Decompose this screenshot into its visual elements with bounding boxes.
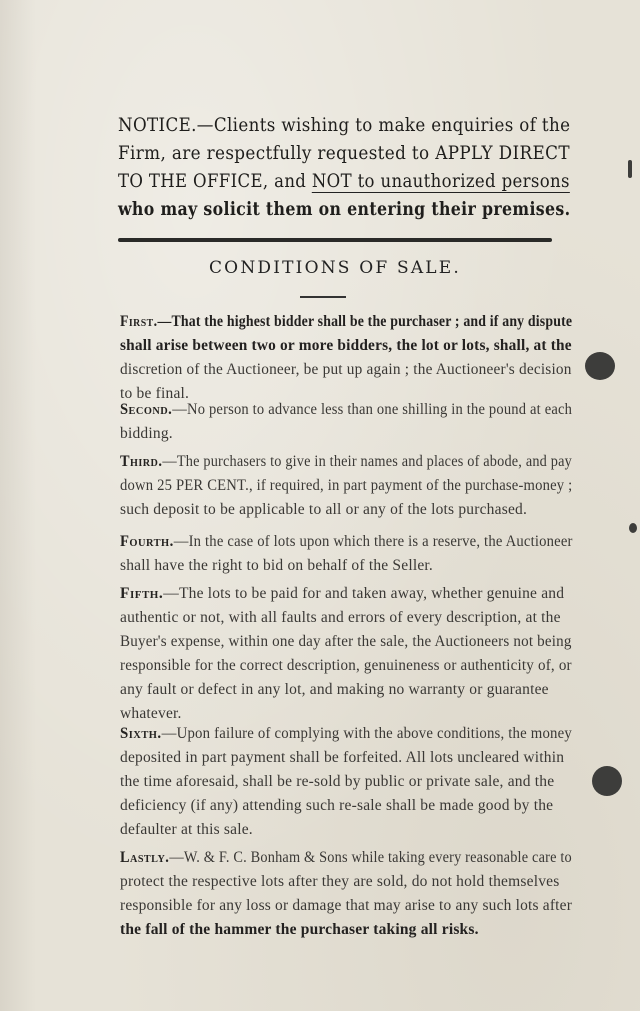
- condition-fourth: [120, 530, 572, 578]
- page-fold-shadow: [0, 0, 36, 1011]
- notice-line-part: TO THE OFFICE, and: [118, 171, 307, 192]
- condition-line: [120, 722, 572, 746]
- ink-blot: [628, 160, 632, 178]
- condition-text: —That the highest bidder shall be the purchaser ; and if any dispute: [157, 313, 573, 330]
- ink-blot: [585, 352, 615, 380]
- conditions-heading: CONDITIONS OF SALE.: [208, 258, 462, 278]
- condition-lead: First.: [120, 313, 158, 330]
- condition-lead: Third.: [120, 453, 163, 470]
- condition-lead: Sixth.: [120, 725, 162, 742]
- condition-first: [120, 310, 572, 406]
- condition-sixth: [120, 722, 572, 842]
- condition-line: discretion of the Auctioneer, be put up again ; the Auctioneer's decision: [120, 361, 572, 378]
- condition-text: —Upon failure of complying with the above conditions, the money: [161, 725, 572, 742]
- ink-blot: [592, 766, 622, 796]
- condition-line: responsible for any loss or damage that may arise to any such lots after: [120, 897, 573, 914]
- condition-third: [120, 450, 572, 522]
- condition-line: responsible for the correct description, genuineness or authenticity of, or: [120, 657, 572, 674]
- condition-line: shall arise between two or more bidders, the lot or lots, shall, at the: [120, 337, 572, 354]
- ink-blot: [629, 523, 637, 533]
- notice-underlined-text: NOT to unauthorized persons: [311, 171, 570, 192]
- notice-line: Firm, are respectfully requested to APPLY DIRECT: [118, 143, 570, 164]
- condition-line: the time aforesaid, shall be re-sold by public or private sale, and the: [120, 773, 555, 790]
- condition-line: [120, 530, 573, 554]
- condition-text: —The lots to be paid for and taken away, whether genuine and: [163, 585, 565, 602]
- notice-line: [118, 168, 570, 196]
- condition-line: down 25 PER CENT., if required, in part payment of the purchase-money ;: [120, 477, 573, 494]
- condition-text: —In the case of lots upon which there is a reserve, the Auctioneer: [173, 533, 573, 550]
- condition-lead: Fifth.: [120, 585, 164, 602]
- condition-line: [120, 310, 573, 334]
- condition-line: to be final.: [120, 385, 190, 402]
- condition-line: such deposit to be applicable to all or any of the lots purchased.: [120, 501, 528, 518]
- condition-line: [120, 846, 572, 870]
- condition-line: [120, 450, 572, 474]
- condition-text: —W. & F. C. Bonham & Sons while taking every reasonable care to: [169, 849, 572, 866]
- condition-line: the fall of the hammer the purchaser taking all risks.: [120, 921, 479, 938]
- condition-line: any fault or defect in any lot, and making no warranty or guarantee: [120, 681, 549, 698]
- notice-line: NOTICE.—Clients wishing to make enquiries of the: [118, 115, 571, 136]
- condition-line: shall have the right to bid on behalf of the Seller.: [120, 557, 434, 574]
- condition-line: deficiency (if any) attending such re-sale shall be made good by the: [120, 797, 554, 814]
- condition-line: Buyer's expense, within one day after the sale, the Auctioneers not being: [120, 633, 572, 650]
- condition-line: deposited in part payment shall be forfeited. All lots uncleared within: [120, 749, 565, 766]
- condition-lead: Lastly.: [120, 849, 170, 866]
- condition-line: defaulter at this sale.: [120, 821, 253, 838]
- condition-lastly: [120, 846, 572, 942]
- notice-block: [118, 112, 570, 224]
- condition-second: [120, 398, 572, 446]
- condition-lead: Fourth.: [120, 533, 174, 550]
- condition-line: bidding.: [120, 425, 173, 442]
- notice-line: who may solicit them on entering their premises.: [118, 199, 571, 220]
- condition-lead: Second.: [120, 401, 173, 418]
- section-divider: [118, 238, 552, 242]
- condition-fifth: [120, 582, 572, 726]
- condition-line: [120, 398, 573, 422]
- condition-line: [120, 582, 572, 606]
- condition-line: authentic or not, with all faults and errors of every description, at the: [120, 609, 561, 626]
- condition-line: whatever.: [120, 705, 182, 722]
- condition-text: —No person to advance less than one shilling in the pound at each: [172, 401, 573, 418]
- condition-line: protect the respective lots after they are sold, do not hold themselves: [120, 873, 560, 890]
- heading-underline: [300, 296, 346, 298]
- condition-text: —The purchasers to give in their names and places of abode, and pay: [162, 453, 572, 470]
